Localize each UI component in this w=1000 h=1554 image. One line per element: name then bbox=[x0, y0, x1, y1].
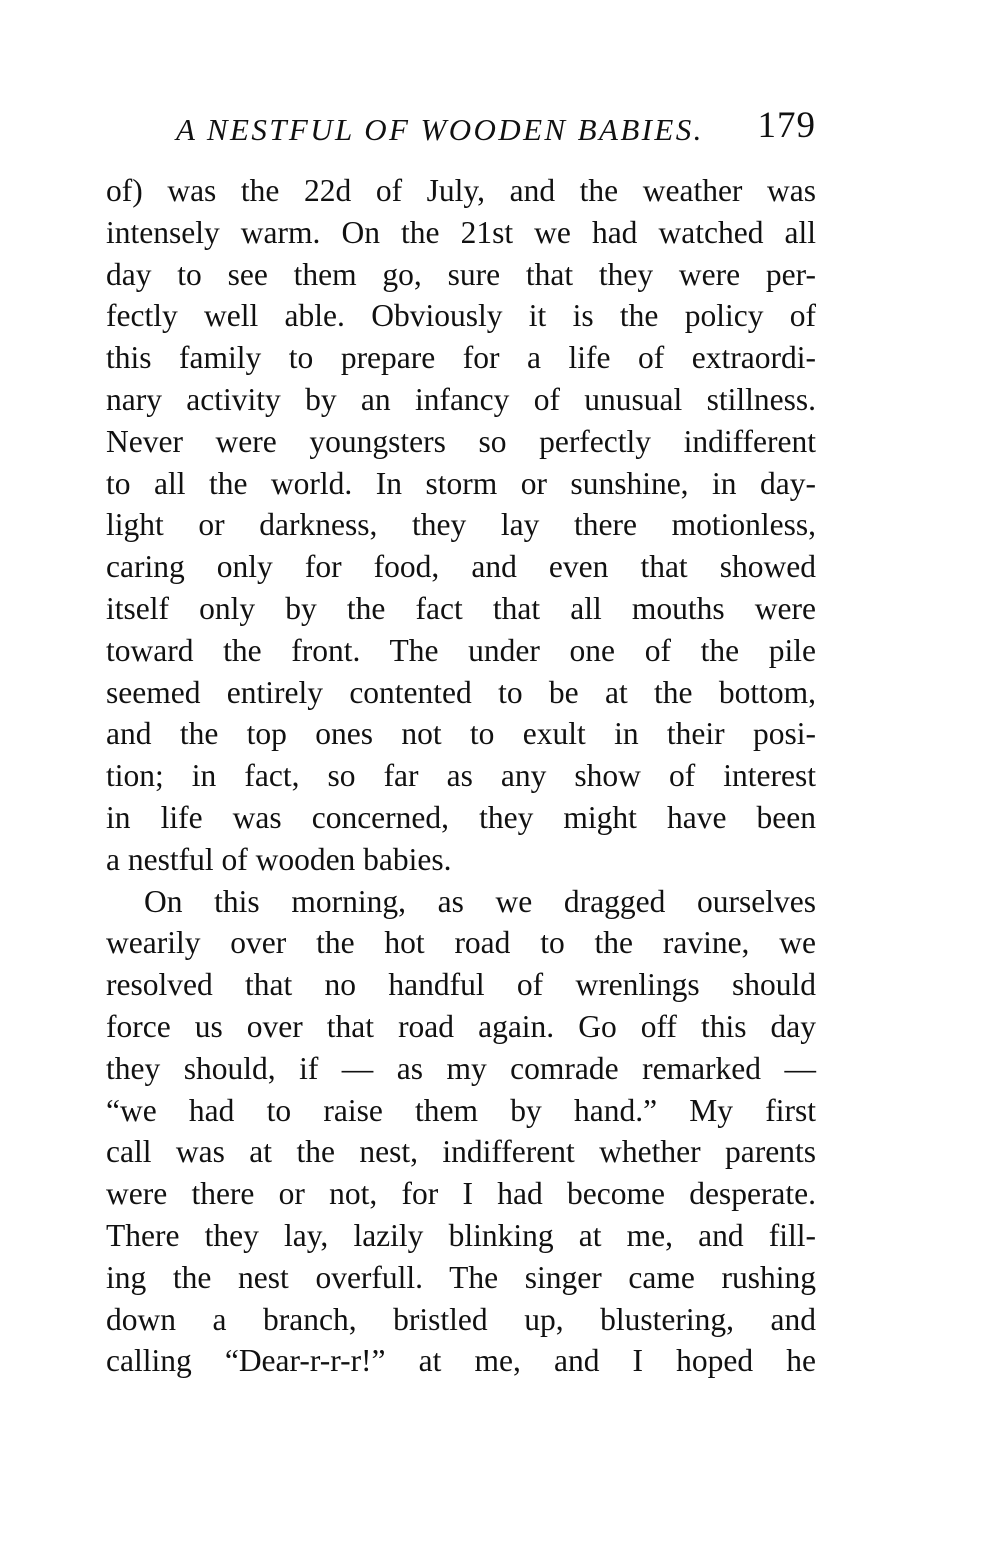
running-head bbox=[176, 105, 816, 152]
text-line: fectly well able. Obviously it is the policy of bbox=[106, 298, 816, 334]
text-line: There they lay, lazily blinking at me, and fill- bbox=[106, 1217, 816, 1253]
paragraph-end-line: a nestful of wooden babies. bbox=[106, 841, 452, 877]
text-line: were there or not, for I had become desperate. bbox=[106, 1176, 816, 1212]
text-line: in life was concerned, they might have been bbox=[106, 799, 816, 835]
text-line: this family to prepare for a life of extraordi- bbox=[106, 340, 816, 376]
text-line: they should, if — as my comrade remarked — bbox=[106, 1050, 816, 1086]
text-line: day to see them go, sure that they were per- bbox=[106, 256, 816, 292]
text-line: calling “Dear-r-r-r!” at me, and I hoped he bbox=[106, 1343, 816, 1379]
paragraph-start-line: On this morning, as we dragged ourselves bbox=[144, 883, 816, 919]
text-line: resolved that no handful of wrenlings should bbox=[106, 967, 816, 1003]
running-title: A NESTFUL OF WOODEN BABIES. bbox=[176, 112, 704, 147]
text-line: caring only for food, and even that showed bbox=[106, 549, 816, 585]
body-text bbox=[106, 170, 816, 1382]
text-line: intensely warm. On the 21st we had watched all bbox=[106, 214, 816, 250]
text-line: force us over that road again. Go off this day bbox=[106, 1008, 816, 1044]
text-line: itself only by the fact that all mouths were bbox=[106, 590, 816, 626]
text-line: nary activity by an infancy of unusual stillness. bbox=[106, 381, 816, 417]
text-line: to all the world. In storm or sunshine, in day- bbox=[106, 465, 816, 501]
text-line: down a branch, bristled up, blustering, and bbox=[106, 1301, 816, 1337]
page-number: 179 bbox=[757, 105, 816, 146]
text-line: call was at the nest, indifferent whether parents bbox=[106, 1134, 816, 1170]
text-line: and the top ones not to exult in their posi- bbox=[106, 716, 816, 752]
text-line: seemed entirely contented to be at the bottom, bbox=[106, 674, 816, 710]
text-line: wearily over the hot road to the ravine, we bbox=[106, 925, 816, 961]
text-line: of) was the 22d of July, and the weather was bbox=[106, 173, 816, 208]
text-line: light or darkness, they lay there motionless, bbox=[106, 507, 816, 543]
text-line: “we had to raise them by hand.” My first bbox=[106, 1092, 816, 1128]
text-line: ing the nest overfull. The singer came rushing bbox=[106, 1259, 816, 1295]
text-line: tion; in fact, so far as any show of interest bbox=[106, 758, 816, 794]
text-line: toward the front. The under one of the pile bbox=[106, 632, 816, 668]
text-line: Never were youngsters so perfectly indifferent bbox=[106, 423, 816, 459]
